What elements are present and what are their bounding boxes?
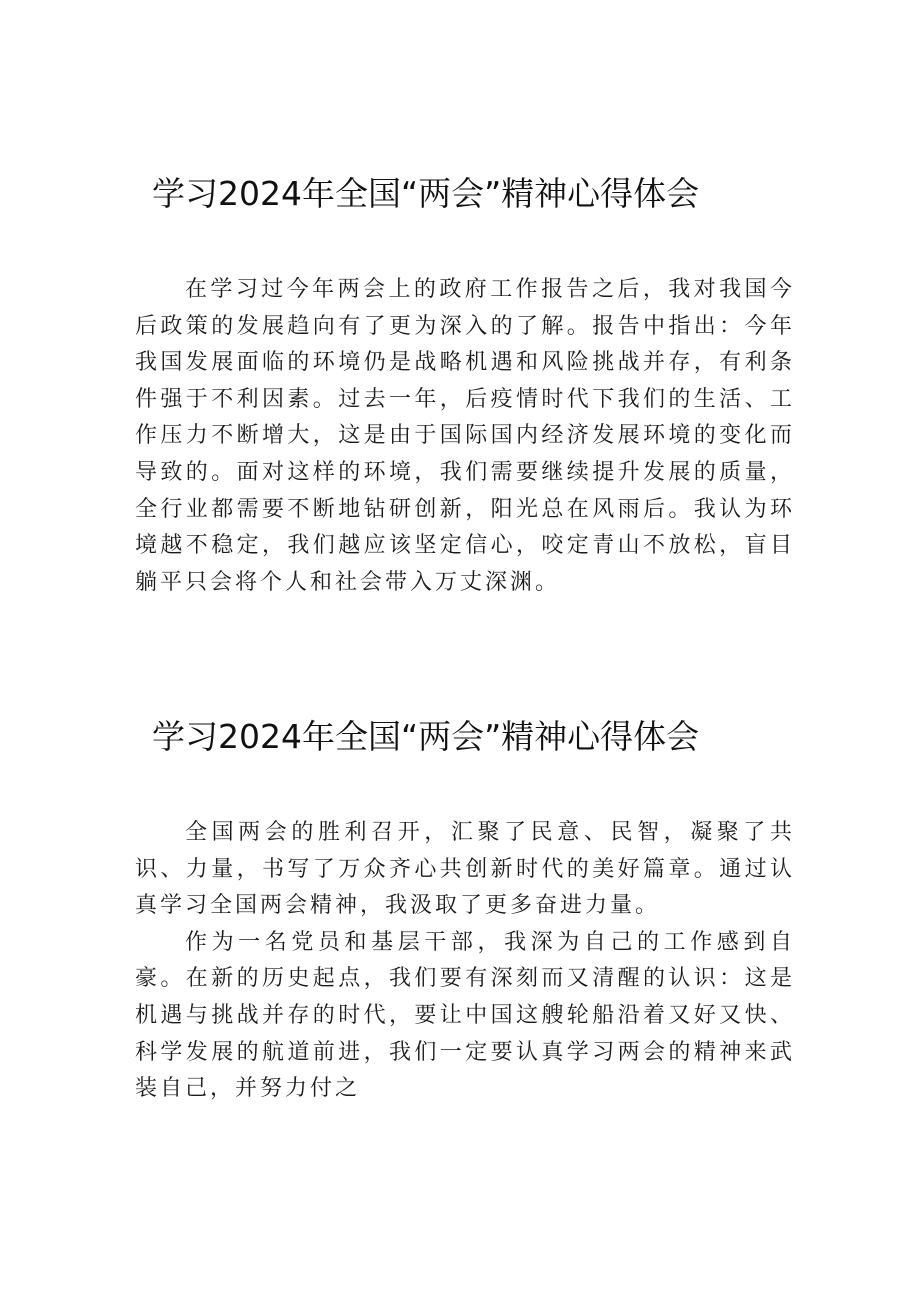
article-1-title: 学习2024年全国“两会”精神心得体会 [152, 174, 700, 213]
article-1-paragraph-1: 在学习过今年两会上的政府工作报告之后，我对我国今后政策的发展趋向有了更为深入的了解。报告中指出：今年我国发展面临的环境仍是战略机遇和风险挑战并存，有利条件强于不利因素。过去一年，后疫情时代下我们的生活、工作压力不断增大，这是由于国际国内经济发展环境的变化而导致的。面对这样的环境，我们需要继续提升发展的质量，全行业都需要不断地钻研创新，阳光总在风雨后。我认为环境越不稳定，我们越应该坚定信心，咬定青山不放松，盲目躺平只会将个人和社会带入万丈深渊。 [135, 277, 795, 595]
article-2-title: 学习2024年全国“两会”精神心得体会 [152, 717, 700, 756]
article-2-paragraph-1: 全国两会的胜利召开，汇聚了民意、民智，凝聚了共识、力量，书写了万众齐心共创新时代的美好篇章。通过认真学习全国两会精神，我汲取了更多奋进力量。 [135, 820, 795, 919]
article-2-paragraph-2: 作为一名党员和基层干部，我深为自己的工作感到自豪。在新的历史起点，我们要有深刻而又清醒的认识：这是机遇与挑战并存的时代，要让中国这艘轮船沿着又好又快、科学发展的航道前进，我们一定要认真学习两会的精神来武装自己，并努力付之 [135, 929, 795, 1102]
article-2-body [135, 815, 795, 1108]
article-1-body [135, 272, 795, 601]
